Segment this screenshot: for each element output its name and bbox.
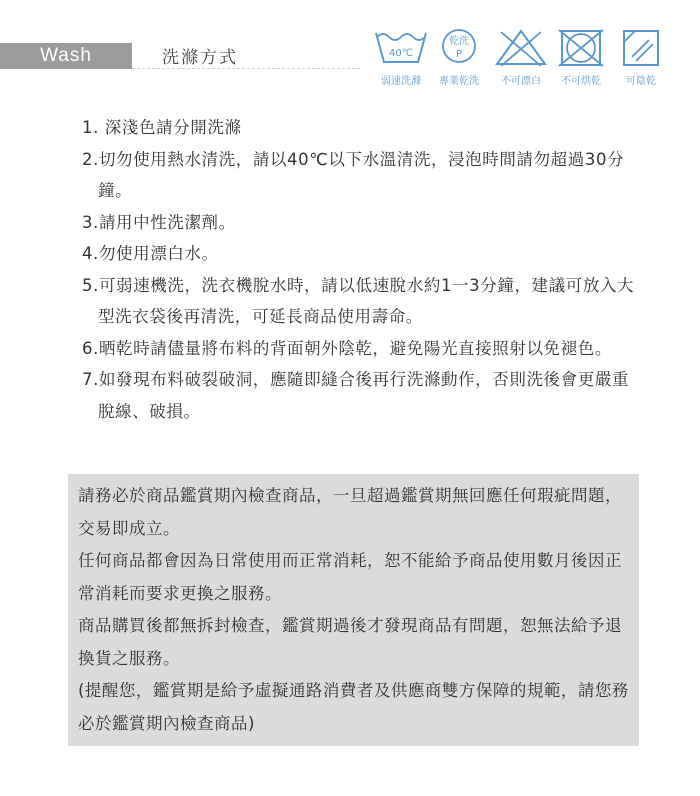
wash-label: Wash: [40, 45, 92, 66]
svg-text:40℃: 40℃: [389, 48, 413, 59]
no-bleach-icon: [493, 28, 549, 68]
care-label-wash: 弱速洗滌: [381, 76, 421, 87]
list-item: 5.可弱速機洗，洗衣機脫水時，請以低速脫水約1一3分鐘，建議可放入大型洗衣袋後再清洗，可延長商品使用壽命。: [82, 275, 635, 326]
care-label-no-bleach: 不可漂白: [501, 76, 541, 87]
care-icon-wash: [368, 28, 434, 88]
wash-tab: [0, 43, 132, 69]
list-item: 7.如發現布料破裂破洞，應隨即縫合後再行洗滌動作，否則洗後會更嚴重脫線、破損。: [82, 370, 630, 421]
svg-text:P: P: [455, 49, 463, 60]
care-icon-dry-clean: [426, 28, 492, 88]
list-item: 2.切勿使用熱水清洗，請以40℃以下水溫清洗，浸泡時間請勿超過30分鐘。: [82, 149, 625, 200]
list-item: 3.請用中性洗潔劑。: [82, 212, 236, 232]
dry-clean-p-icon: [437, 28, 481, 68]
wash-40-icon: [373, 28, 429, 68]
care-icon-no-tumble-dry: [548, 28, 614, 88]
page-title: 洗滌方式: [162, 48, 238, 68]
care-icon-shade-dry: [608, 28, 674, 88]
header-divider: [132, 68, 360, 69]
list-item: 1. 深淺色請分開洗滌: [82, 118, 242, 137]
notice-box: [68, 474, 639, 746]
care-label-shade-dry: 可陰乾: [626, 76, 656, 87]
notice-paragraph: (提醒您，鑑賞期是給予虛擬通路消費者及供應商雙方保障的規範，請您務必於鑑賞期內檢查商品): [78, 681, 629, 733]
wash-instructions-list: [82, 112, 642, 427]
shade-dry-icon: [619, 28, 663, 68]
notice-paragraph: 商品購買後都無拆封檢查，鑑賞期過後才發現商品有問題，恕無法給予退換貨之服務。: [78, 616, 622, 668]
care-label-dry-clean: 專業乾洗: [439, 76, 479, 87]
care-label-no-tumble-dry: 不可烘乾: [561, 76, 601, 87]
notice-paragraph: 請務必於商品鑑賞期內檢查商品，一旦超過鑑賞期無回應任何瑕疵問題，交易即成立。: [78, 486, 622, 538]
svg-text:乾洗: 乾洗: [449, 36, 469, 47]
care-icon-no-bleach: [488, 28, 554, 88]
care-icons: [368, 28, 668, 90]
no-tumble-dry-icon: [556, 28, 606, 68]
list-item: 4.勿使用漂白水。: [82, 244, 219, 263]
list-item: 6.晒乾時請儘量將布料的背面朝外陰乾，避免陽光直接照射以免褪色。: [82, 338, 612, 358]
notice-paragraph: 任何商品都會因為日常使用而正常消耗，恕不能給予商品使用數月後因正常消耗而要求更換之服務。: [78, 551, 622, 603]
